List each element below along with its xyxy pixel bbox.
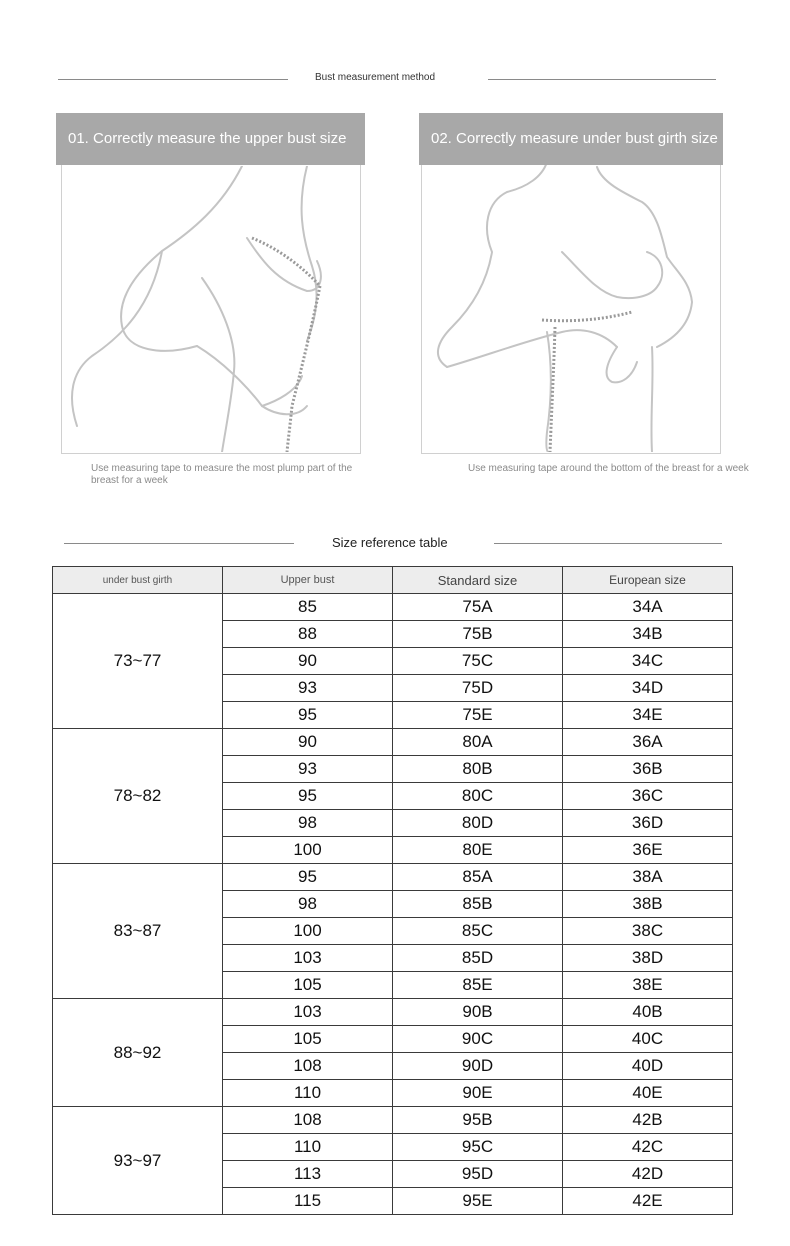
standard-size-cell: 90E (393, 1080, 563, 1107)
european-size-cell: 34B (563, 621, 733, 648)
standard-size-cell: 75B (393, 621, 563, 648)
european-size-cell: 40B (563, 999, 733, 1026)
european-size-cell: 36B (563, 756, 733, 783)
european-size-cell: 38C (563, 918, 733, 945)
european-size-cell: 34E (563, 702, 733, 729)
standard-size-cell: 95E (393, 1188, 563, 1215)
table-row (53, 594, 733, 621)
upper-bust-cell: 103 (223, 945, 393, 972)
european-size-cell: 40E (563, 1080, 733, 1107)
under-bust-girth-cell: 73~77 (53, 594, 223, 729)
upper-bust-cell: 110 (223, 1134, 393, 1161)
standard-size-cell: 95B (393, 1107, 563, 1134)
standard-size-cell: 75A (393, 594, 563, 621)
european-size-cell: 42C (563, 1134, 733, 1161)
european-size-cell: 38E (563, 972, 733, 999)
standard-size-cell: 90B (393, 999, 563, 1026)
header-standard-size: Standard size (393, 567, 563, 594)
table-row (53, 864, 733, 891)
under-bust-girth-cell: 78~82 (53, 729, 223, 864)
european-size-cell: 34C (563, 648, 733, 675)
upper-bust-cell: 113 (223, 1161, 393, 1188)
standard-size-cell: 85D (393, 945, 563, 972)
upper-bust-step-title: 01. Correctly measure the upper bust size (56, 113, 365, 165)
upper-bust-step-caption: Use measuring tape to measure the most plump part of the breast for a week (91, 463, 353, 486)
upper-bust-cell: 100 (223, 837, 393, 864)
standard-size-cell: 75D (393, 675, 563, 702)
standard-size-cell: 80E (393, 837, 563, 864)
upper-bust-cell: 93 (223, 756, 393, 783)
european-size-cell: 40D (563, 1053, 733, 1080)
upper-bust-cell: 110 (223, 1080, 393, 1107)
upper-bust-measuring-illustration (62, 166, 358, 452)
upper-bust-cell: 98 (223, 810, 393, 837)
upper-bust-cell: 90 (223, 648, 393, 675)
upper-bust-cell: 95 (223, 783, 393, 810)
european-size-cell: 38A (563, 864, 733, 891)
heading-rule-left (64, 543, 294, 544)
heading-rule-right (488, 79, 716, 80)
header-upper-bust: Upper bust (223, 567, 393, 594)
heading-rule-left (58, 79, 288, 80)
heading-rule-right (494, 543, 722, 544)
european-size-cell: 36C (563, 783, 733, 810)
upper-bust-cell: 103 (223, 999, 393, 1026)
table-row (53, 999, 733, 1026)
european-size-cell: 42D (563, 1161, 733, 1188)
upper-bust-cell: 95 (223, 864, 393, 891)
standard-size-cell: 90C (393, 1026, 563, 1053)
european-size-cell: 34D (563, 675, 733, 702)
standard-size-cell: 75E (393, 702, 563, 729)
under-bust-measuring-illustration (422, 162, 718, 452)
upper-bust-cell: 105 (223, 972, 393, 999)
upper-bust-cell: 93 (223, 675, 393, 702)
size-reference-table (52, 566, 733, 1215)
standard-size-cell: 80A (393, 729, 563, 756)
upper-bust-cell: 115 (223, 1188, 393, 1215)
standard-size-cell: 85A (393, 864, 563, 891)
under-bust-girth-cell: 88~92 (53, 999, 223, 1107)
european-size-cell: 36D (563, 810, 733, 837)
european-size-cell: 38D (563, 945, 733, 972)
under-bust-girth-cell: 93~97 (53, 1107, 223, 1215)
under-bust-step-title: 02. Correctly measure under bust girth size (419, 113, 723, 165)
standard-size-cell: 90D (393, 1053, 563, 1080)
table-body (53, 594, 733, 1215)
european-size-cell: 34A (563, 594, 733, 621)
measurement-method-title: Bust measurement method (315, 72, 436, 83)
european-size-cell: 36A (563, 729, 733, 756)
standard-size-cell: 85B (393, 891, 563, 918)
header-european-size: European size (563, 567, 733, 594)
measurement-method-heading (0, 70, 790, 88)
european-size-cell: 42E (563, 1188, 733, 1215)
european-size-cell: 42B (563, 1107, 733, 1134)
standard-size-cell: 80C (393, 783, 563, 810)
size-table-title: Size reference table (332, 535, 448, 550)
standard-size-cell: 95C (393, 1134, 563, 1161)
upper-bust-cell: 100 (223, 918, 393, 945)
european-size-cell: 40C (563, 1026, 733, 1053)
header-under-bust-girth: under bust girth (53, 567, 223, 594)
upper-bust-cell: 95 (223, 702, 393, 729)
upper-bust-cell: 88 (223, 621, 393, 648)
size-table-heading (0, 532, 790, 554)
upper-bust-cell: 108 (223, 1053, 393, 1080)
under-bust-girth-cell: 83~87 (53, 864, 223, 999)
upper-bust-cell: 108 (223, 1107, 393, 1134)
standard-size-cell: 85E (393, 972, 563, 999)
european-size-cell: 36E (563, 837, 733, 864)
upper-bust-cell: 98 (223, 891, 393, 918)
upper-bust-cell: 105 (223, 1026, 393, 1053)
standard-size-cell: 85C (393, 918, 563, 945)
standard-size-cell: 80D (393, 810, 563, 837)
standard-size-cell: 95D (393, 1161, 563, 1188)
upper-bust-cell: 90 (223, 729, 393, 756)
table-header-row (53, 567, 733, 594)
standard-size-cell: 75C (393, 648, 563, 675)
upper-bust-cell: 85 (223, 594, 393, 621)
standard-size-cell: 80B (393, 756, 563, 783)
european-size-cell: 38B (563, 891, 733, 918)
table-row (53, 729, 733, 756)
under-bust-step-caption: Use measuring tape around the bottom of the breast for a week (468, 463, 749, 474)
table-row (53, 1107, 733, 1134)
